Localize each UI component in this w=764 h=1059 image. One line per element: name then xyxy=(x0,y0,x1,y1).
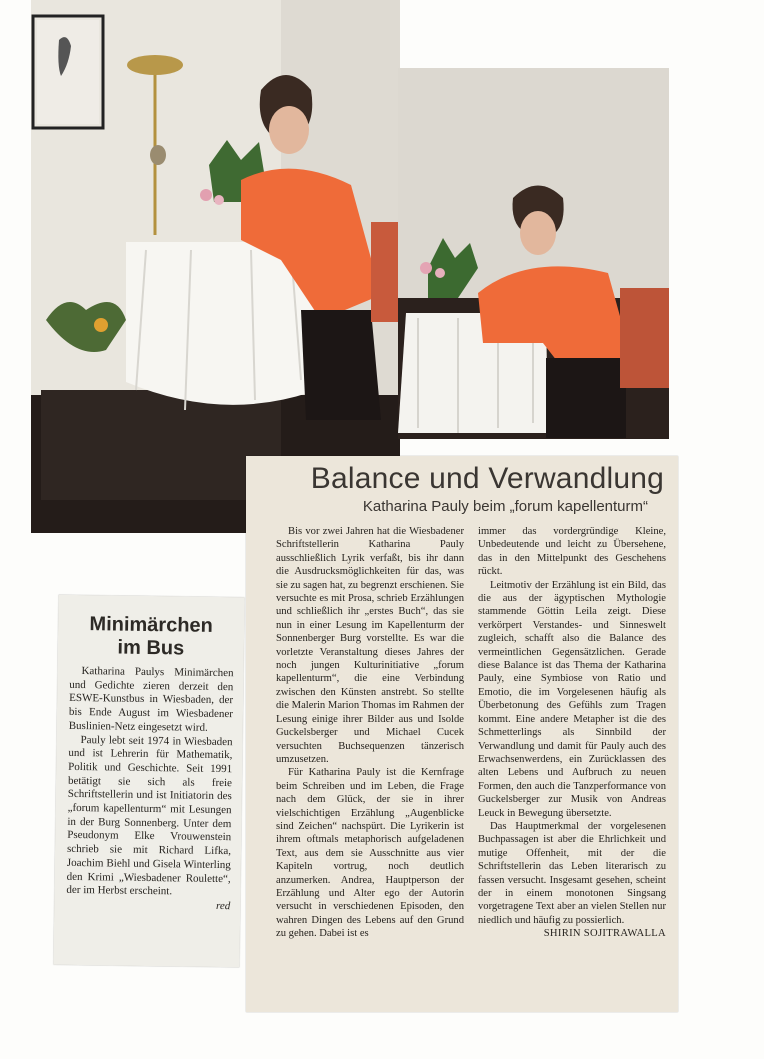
article-columns xyxy=(246,525,678,941)
paragraph: Das Hauptmerkmal der vorgelesenen Buchpassagen ist aber die Ehrlichkeit und mutige Offenheit, mit der die Schriftstellerin das Leben literarisch zu fassen versucht. Insgesamt gesehen, scheint der in einem monotonen Singsang vorgetragene Text aber an vielen Stellen nur niedlich und häufig zu possierlich. xyxy=(478,820,666,926)
paragraph: Bis vor zwei Jahren hat die Wiesbadener Schriftstellerin Katharina Pauly ausschließlich Lyrik verfaßt, bis ihr dann die Ausdrucksmöglichkeiten für das, was sie zu sagen hat, zu begrenzt erschienen. Sie versuchte es mit Prosa, schrieb Erzählungen und schließlich ihr „erstes Buch“, das sie nun in einer Lesung im Kapellenturm der Sonnenberger Burg vorstellte. Es war die vorletzte Veranstaltung dieses Jahres der noch jungen Kulturinitiative „forum kapellenturm“, die eine Verbindung zwischen den Künsten anstrebt. So stellte die Malerin Marion Thomas im Rahmen der Lesung einige ihrer Bilder aus und Isolde Guckelsberger und Michael Cucek versuchten Buchsequenzen tänzerisch umzusetzen. xyxy=(276,526,464,765)
clipping-balance xyxy=(246,456,678,1012)
article-column-2 xyxy=(478,525,666,941)
photo-reading-close xyxy=(398,68,669,439)
subheadline: Katharina Pauly beim „forum kapellenturm“ xyxy=(362,498,648,515)
clipping-minimaerchen xyxy=(53,595,244,968)
clipping-minimaerchen-title xyxy=(66,613,237,661)
article-column-1 xyxy=(276,525,464,941)
title-line-2: im Bus xyxy=(117,636,185,660)
paragraph: Für Katharina Pauly ist die Kernfrage beim Schreiben und im Leben, die Frage nach dem Glück, der sie in ihrer vielschichtigen Erzählung „Augenblicke sind Zeichen“ nachspürt. Die Lyrikerin ist ihrem oftmals metaphorisch aufgeladenen Text, aus dem sie Ausschnitte aus vier Kapiteln vortrug, noch deutlich anzumerken. Andrea, Hauptperson der Erzählung und Alter ego der Autorin versucht in verschiedenen Episoden, den wahren Dingen des Lebens auf den Grund zu gehen. Dabei ist es xyxy=(276,767,464,940)
paragraph: Katharina Paulys Minimärchen und Gedichte zieren derzeit den ESWE-Kunstbus in Wiesbaden, der bis Ende August im Wiesbadener Buslinien-Netz eingesetzt wird. xyxy=(68,665,234,734)
clipping-minimaerchen-body xyxy=(66,665,233,900)
photo-reading-standing-image xyxy=(31,0,400,533)
paragraph: Leitmotiv der Erzählung ist ein Bild, das die aus der ägyptischen Mythologie stammende Göttin Leila zeigt. Diese verkörpert Verstandes- und Sinneswelt zugleich, schafft also die Balance des vermeintlichen Gegensätzlichen. Gerade diese Balance ist das Thema der Katharina Pauly, eine Symbiose von Ratio und Emotio, die im Vorgelesenen häufig als Überbetonung des Gefühls zum Tragen kommt. Eine andere Metapher ist die des Schmetterlings als Sinnbild der Verwandlung und damit für Pauly auch des Erwachsenwerdens, ein Zurücklassen des alten Lebens und Aufbruch zu neuen Formen, den auch die Tanzperformance von Guckelsberger zur Musik von Andreas Leuck in Bewegung übersetzte. xyxy=(478,579,666,819)
photo-reading-standing xyxy=(31,0,400,533)
clipping-signature: red xyxy=(215,899,231,913)
paragraph: Pauly lebt seit 1974 in Wiesbaden und ist Lehrerin für Mathematik, Politik und Geschichte. Seit 1991 betätigt sie sich als freie Schriftstellerin und ist Initiatorin des „forum kapellenturm“ mit Lesungen in der Burg Sonnenberg. Unter dem Pseudonym Elke Vrouwenstein schrieb sie mit Richard Lifka, Joachim Biehl und Gisela Winterling den Krimi „Wiesbadener Roulette“, der im Herbst erscheint. xyxy=(66,733,233,898)
photo-reading-close-image xyxy=(398,68,669,439)
title-line-1: Minimärchen xyxy=(89,613,213,637)
headline: Balance und Verwandlung xyxy=(310,462,664,495)
paragraph: immer das vordergründige Kleine, Unbedeutende und leicht zu Übersehene, das in den Mittelpunkt des Geschehens rückt. xyxy=(478,526,666,578)
author-byline: SHIRIN SOJITRAWALLA xyxy=(543,928,666,940)
